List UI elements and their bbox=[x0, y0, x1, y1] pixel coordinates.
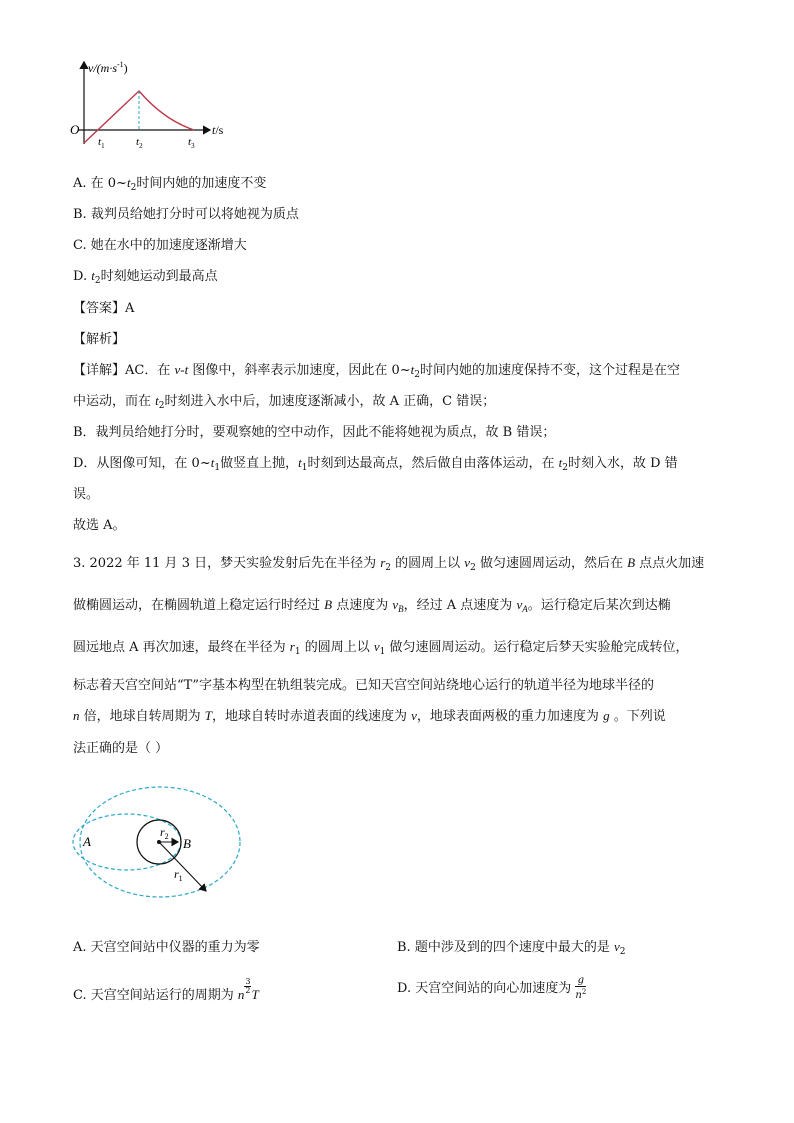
q2-option-a: A. 在 $0\sim t_2$时间内她的加速度不变 bbox=[73, 175, 267, 193]
q3-line-6: 法正确的是（ ） bbox=[73, 741, 169, 756]
tick-t3: $t_3$ bbox=[188, 136, 195, 150]
q3-option-d: D. 天宫空间站的向心加速度为 $\frac{g}{n^2}$ bbox=[397, 975, 587, 1001]
detail-line-3: B．裁判员给她打分时，要观察她的空中动作，因此不能将她视为质点，故 B 错误； bbox=[73, 425, 556, 440]
q3-option-c: C. 天宫空间站运行的周期为 n $\frac{3}{2}$ T bbox=[73, 977, 259, 1003]
label-r2: $r_2$ bbox=[160, 825, 169, 841]
q3-option-b: B. 题中涉及到的四个速度中最大的是 $v_2$ bbox=[397, 939, 626, 957]
answer-value: A bbox=[125, 301, 135, 316]
label-B: B bbox=[183, 836, 191, 851]
tick-t2: $t_2$ bbox=[136, 136, 143, 150]
detail-line-5: 误。 bbox=[73, 487, 100, 502]
label-r1: $r_1$ bbox=[174, 867, 183, 883]
answer-label: 【答案】 bbox=[73, 301, 126, 316]
q3-line-5: n 倍，地球自转周期为 T，地球自转时赤道表面的线速度为 v，地球表面两极的重力加速度为 g 。下列说 bbox=[73, 708, 666, 724]
x-axis-label: t/s bbox=[212, 123, 224, 137]
label-A: A bbox=[83, 834, 91, 849]
answer-line bbox=[73, 297, 134, 316]
detail-line-4: D．从图像可知，在 $0\sim t_1$做竖直上抛，$t_1$时刻到达最高点，然后做自由落体运动，在 $t_2$时刻入水，故 D 错 bbox=[73, 455, 678, 473]
q3-line-4: 标志着天宫空间站“T”字基本构型在轨组装完成。已知天宫空间站绕地心运行的轨道半径为地球半径的 bbox=[73, 678, 654, 693]
origin-label: O bbox=[70, 122, 80, 137]
q3-line-3: 圆远地点 A 再次加速，最终在半径为 $r_1$ 的圆周上以 $v_1$ 做匀速圆周运动。运行稳定后梦天实验舱完成转位， bbox=[73, 639, 689, 657]
q3-option-a: A. 天宫空间站中仪器的重力为零 bbox=[73, 940, 260, 955]
analysis-label: 【解析】 bbox=[73, 332, 126, 347]
y-axis-label: $v/(m\cdot s^{-1})$ bbox=[88, 60, 128, 75]
q3-line-1: 3. 2022 年 11 月 3 日，梦天实验发射后先在半径为 $r_2$ 的圆周上以 $v_2$ 做匀速圆周运动，然后在 B 点点火加速 bbox=[73, 555, 705, 573]
q2-option-b: B. 裁判员给她打分时可以将她视为质点 bbox=[73, 207, 299, 222]
vt-graph bbox=[68, 58, 268, 158]
conclusion: 故选 A。 bbox=[73, 518, 126, 533]
tick-t1: $t_1$ bbox=[98, 136, 105, 150]
detail-line-1: 【详解】AC．在 v-t 图像中，斜率表示加速度，因此在 $0\sim t_2$时间内她的加速度保持不变，这个过程是在空 bbox=[73, 362, 680, 380]
detail-line-2: 中运动，而在 $t_2$时刻进入水中后，加速度逐渐减小，故 A 正确，C 错误； bbox=[73, 393, 496, 411]
q2-option-d: D. $t_2$时刻她运动到最高点 bbox=[73, 268, 218, 286]
orbit-diagram bbox=[70, 778, 250, 898]
q2-option-c: C. 她在水中的加速度逐渐增大 bbox=[73, 238, 247, 253]
q3-line-2: 做椭圆运动，在椭圆轨道上稳定运行时经过 B 点速度为 $v_B$，经过 A 点速度为 $v_A$。运行稳定后某次到达椭 bbox=[73, 597, 671, 614]
